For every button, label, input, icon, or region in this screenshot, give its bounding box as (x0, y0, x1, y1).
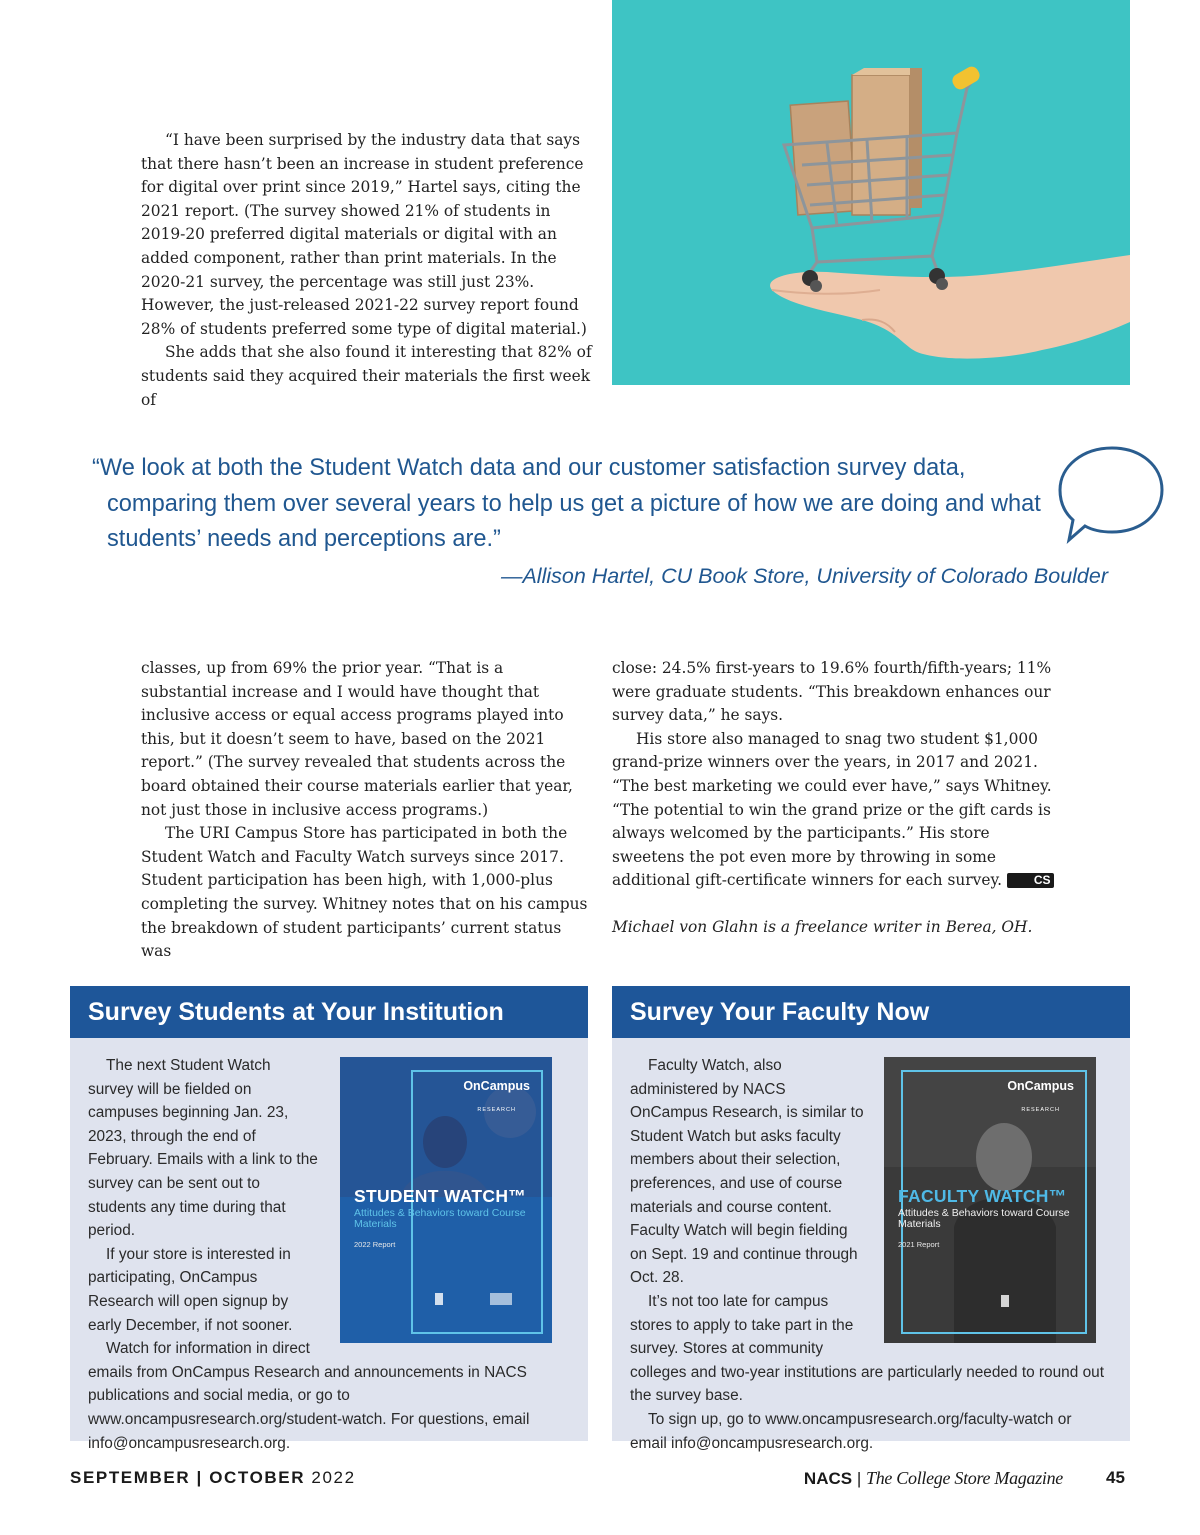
box-paragraph: To sign up, go to www.oncampusresearch.org/faculty-watch or email info@oncampusresearch.org. (630, 1410, 1072, 1452)
students-survey-box (70, 986, 588, 1452)
pull-quote (92, 451, 1052, 558)
brand: NACS (803, 1469, 853, 1488)
box-body (70, 1038, 588, 1455)
cover-year: 2021 Report (898, 1240, 940, 1249)
paragraph: The URI Campus Store has participated in both the Student Watch and Faculty Watch surveys since 2017. Student participation has been high, with 1,000-plus completing the survey. Whitney notes that on his campus the breakdown of student participants’ current status was (141, 824, 588, 961)
logo-text: OnCampus (1007, 1079, 1074, 1093)
cover-year: 2022 Report (354, 1240, 396, 1249)
issue-year: 2022 (311, 1468, 356, 1487)
article-column-top (141, 129, 593, 412)
article-column-left (141, 657, 593, 964)
box-body (612, 1038, 1130, 1455)
pull-quote-text: “We look at both the Student Watch data and our customer satisfaction survey data, comparing them over several years to help us get a picture of how we are doing and what students’ needs and perceptions are.” (92, 455, 1041, 552)
box-paragraph: It’s not too late for campus stores to apply to take part in the survey. Stores at community colleges and two-year institutions are particularly needed to round out the survey base. (630, 1292, 1104, 1405)
publication-name (804, 1468, 1063, 1489)
shopping-cart-illustration (612, 0, 1130, 385)
issue-months: SEPTEMBER | OCTOBER (70, 1468, 306, 1487)
issue-date (70, 1468, 356, 1488)
box-heading: Survey Students at Your Institution (70, 986, 588, 1038)
paragraph: She adds that she also found it interesting that 82% of students said they acquired their materials the first week of (141, 343, 592, 409)
cover-title: FACULTY WATCH™ (898, 1186, 1067, 1206)
cover-subtitle: Attitudes & Behaviors toward Course Materials (354, 1207, 526, 1230)
box-paragraph: The next Student Watch survey will be fielded on campuses beginning Jan. 23, 2023, through the end of February. Emails with a link to the survey can be sent out to students any time during that period. (88, 1057, 318, 1240)
oncampus-logo (463, 1075, 530, 1122)
cover-subtitle: Attitudes & Behaviors toward Course Materials (898, 1207, 1070, 1230)
separator: | (856, 1469, 862, 1488)
paragraph-text: His store also managed to snag two student $1,000 grand-prize winners over the years, in 2017 and 2021. “The best marketing we could ever have,” says Whitney. “The potential to win the grand prize or the gift cards is always welcomed by the participants.” His store sweetens the pot even more by throwing in some additional gift-certificate winners for each survey. (612, 729, 1052, 890)
box-heading: Survey Your Faculty Now (612, 986, 1130, 1038)
box-paragraph: Watch for information in direct emails from OnCampus Research and announcements in NACS publications and social media, or go to www.oncampusresearch.org/student-watch. For questions, email info@oncampusresearch.org. (88, 1340, 530, 1452)
page-number: 45 (1106, 1468, 1125, 1487)
student-watch-report-cover[interactable] (340, 1057, 552, 1343)
pull-quote-attribution: —Allison Hartel, CU Book Store, University of Colorado Boulder (500, 564, 1108, 588)
logo-text: OnCampus (463, 1079, 530, 1093)
paragraph: classes, up from 69% the prior year. “That is a substantial increase and I would have thought that inclusive access or equal access programs played into this, but it doesn’t seem to have, based on the 2021 report.” (The survey revealed that students across the board obtained their course materials earlier that year, not just those in inclusive access programs.) (141, 659, 573, 819)
magazine-title: The College Store Magazine (865, 1468, 1063, 1488)
article-column-right (612, 657, 1062, 940)
cover-title: STUDENT WATCH™ (354, 1186, 527, 1206)
faculty-survey-box (612, 986, 1130, 1452)
box-paragraph: Faculty Watch, also administered by NACS OnCampus Research, is similar to Student Watch but asks faculty members about their selection, preferences, and use of course materials and course content. Faculty Watch will begin fielding on Sept. 19 and continue through Oct. 28. (630, 1057, 864, 1287)
box-paragraph: If your store is interested in participating, OnCampus Research will open signup by early December, if not sooner. (88, 1245, 293, 1334)
paragraph: “I have been surprised by the industry data that says that there hasn’t been an increase in student preference for digital over print since 2019,” Hartel says, citing the 2021 report. (The survey showed 21% of students in 2019-20 preferred digital materials or digital with an added component, rather than print materials. In the 2020-21 survey, the percentage was still just 23%. However, the just-released 2021-22 survey report found 28% of students preferred some type of digital material.) (141, 131, 587, 338)
paragraph (612, 728, 1062, 893)
end-mark: CS (1007, 873, 1054, 888)
author-byline: Michael von Glahn is a freelance writer in Berea, OH. (612, 917, 1033, 936)
logo-sub: RESEARCH (477, 1106, 516, 1113)
paragraph: close: 24.5% first-years to 19.6% fourth/fifth-years; 11% were graduate students. “This breakdown enhances our survey data,” he says. (612, 659, 1052, 725)
oncampus-logo (1007, 1075, 1074, 1122)
faculty-watch-report-cover[interactable] (884, 1057, 1096, 1343)
logo-sub: RESEARCH (1021, 1106, 1060, 1113)
speech-bubble-icon (1055, 440, 1167, 546)
shopping-cart-photo (612, 0, 1130, 385)
